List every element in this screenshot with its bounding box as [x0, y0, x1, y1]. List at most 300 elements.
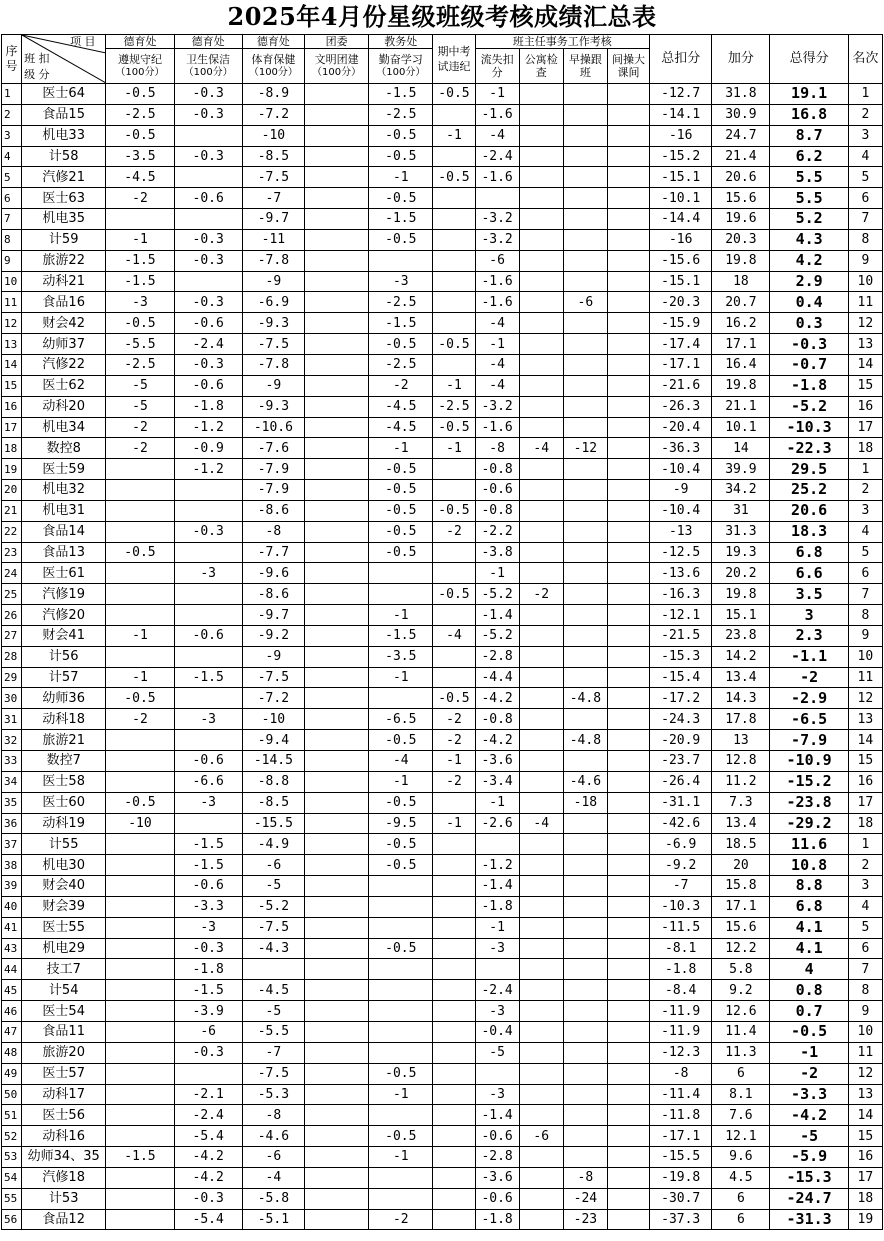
cell-t3: -18 — [563, 792, 607, 813]
cell-c4 — [304, 980, 368, 1001]
cell-rank: 2 — [848, 104, 882, 125]
cell-t2 — [519, 730, 563, 751]
cell-class: 汽修19 — [22, 584, 106, 605]
cell-rank: 2 — [848, 480, 882, 501]
table-row — [2, 229, 883, 250]
cell-c2 — [174, 605, 242, 626]
cell-t4 — [607, 521, 649, 542]
cell-deduct-total: -10.1 — [650, 188, 712, 209]
cell-total: 16.8 — [770, 104, 848, 125]
cell-deduct-total: -12.1 — [650, 605, 712, 626]
cell-c5 — [369, 250, 433, 271]
table-row — [2, 855, 883, 876]
cell-c4 — [304, 500, 368, 521]
cell-total: -0.5 — [770, 1021, 848, 1042]
table-row — [2, 584, 883, 605]
cell-c5 — [369, 959, 433, 980]
cell-c5: -2.5 — [369, 104, 433, 125]
cell-c5: -0.5 — [369, 334, 433, 355]
cell-t4 — [607, 209, 649, 230]
cell-midterm: -2.5 — [433, 396, 475, 417]
cell-c2: -3 — [174, 917, 242, 938]
cell-bonus: 20 — [712, 855, 770, 876]
cell-total: 4.1 — [770, 938, 848, 959]
cell-c1 — [106, 959, 174, 980]
cell-t3 — [563, 709, 607, 730]
cell-c2: -0.6 — [174, 313, 242, 334]
cell-t2 — [519, 855, 563, 876]
cell-total: -1.8 — [770, 375, 848, 396]
cell-t4 — [607, 917, 649, 938]
score-table — [1, 34, 883, 1230]
cell-t2 — [519, 667, 563, 688]
cell-bonus: 11.2 — [712, 771, 770, 792]
cell-bonus: 11.4 — [712, 1021, 770, 1042]
cell-bonus: 23.8 — [712, 625, 770, 646]
cell-t4 — [607, 1105, 649, 1126]
cell-seq: 51 — [2, 1105, 22, 1126]
cell-t4 — [607, 1167, 649, 1188]
table-row — [2, 813, 883, 834]
cell-c2: -0.3 — [174, 354, 242, 375]
cell-rank: 9 — [848, 250, 882, 271]
cell-midterm: -1 — [433, 125, 475, 146]
header-c2-sub: （100分） — [183, 67, 233, 78]
cell-t4 — [607, 792, 649, 813]
cell-c5: -0.5 — [369, 730, 433, 751]
cell-t4 — [607, 1084, 649, 1105]
cell-class: 数控8 — [22, 438, 106, 459]
header-c4 — [304, 49, 368, 84]
cell-c1 — [106, 834, 174, 855]
cell-bonus: 17.8 — [712, 709, 770, 730]
cell-rank: 3 — [848, 500, 882, 521]
cell-c2: -2.4 — [174, 1105, 242, 1126]
cell-c2: -2.4 — [174, 334, 242, 355]
cell-bonus: 20.7 — [712, 292, 770, 313]
cell-c2: -0.6 — [174, 876, 242, 897]
cell-c4 — [304, 334, 368, 355]
header-dept5: 教务处 — [369, 35, 433, 49]
cell-seq: 50 — [2, 1084, 22, 1105]
cell-c4 — [304, 1084, 368, 1105]
cell-c1 — [106, 771, 174, 792]
table-row — [2, 480, 883, 501]
cell-bonus: 19.8 — [712, 375, 770, 396]
cell-t4 — [607, 313, 649, 334]
cell-seq: 53 — [2, 1147, 22, 1168]
cell-class: 财会42 — [22, 313, 106, 334]
cell-rank: 7 — [848, 584, 882, 605]
cell-bonus: 16.4 — [712, 354, 770, 375]
cell-t4 — [607, 1063, 649, 1084]
cell-total: 4.2 — [770, 250, 848, 271]
cell-c4 — [304, 1042, 368, 1063]
cell-t3 — [563, 917, 607, 938]
cell-deduct-total: -16.3 — [650, 584, 712, 605]
cell-c4 — [304, 104, 368, 125]
cell-c4 — [304, 688, 368, 709]
cell-midterm — [433, 959, 475, 980]
cell-c5: -2.5 — [369, 354, 433, 375]
table-row — [2, 751, 883, 772]
table-row — [2, 167, 883, 188]
cell-midterm — [433, 1209, 475, 1230]
cell-t1: -1.8 — [475, 896, 519, 917]
cell-c4 — [304, 563, 368, 584]
cell-total: 29.5 — [770, 459, 848, 480]
header-c5 — [369, 49, 433, 84]
cell-midterm — [433, 1167, 475, 1188]
cell-class: 食品16 — [22, 292, 106, 313]
cell-c3: -9.7 — [242, 605, 304, 626]
cell-seq: 52 — [2, 1126, 22, 1147]
cell-deduct-total: -14.4 — [650, 209, 712, 230]
cell-t3 — [563, 167, 607, 188]
cell-rank: 17 — [848, 1167, 882, 1188]
cell-c3: -7 — [242, 188, 304, 209]
cell-bonus: 6 — [712, 1209, 770, 1230]
cell-rank: 4 — [848, 896, 882, 917]
cell-t1: -0.8 — [475, 709, 519, 730]
cell-deduct-total: -10.4 — [650, 459, 712, 480]
cell-deduct-total: -20.9 — [650, 730, 712, 751]
cell-c1 — [106, 855, 174, 876]
cell-t2 — [519, 188, 563, 209]
cell-c2 — [174, 688, 242, 709]
cell-rank: 1 — [848, 459, 882, 480]
cell-t1: -1.6 — [475, 292, 519, 313]
cell-class: 幼师37 — [22, 334, 106, 355]
cell-deduct-total: -17.2 — [650, 688, 712, 709]
cell-t3: -12 — [563, 438, 607, 459]
cell-deduct-total: -21.5 — [650, 625, 712, 646]
table-row — [2, 876, 883, 897]
cell-class: 计58 — [22, 146, 106, 167]
cell-c1 — [106, 459, 174, 480]
cell-t1: -1.6 — [475, 104, 519, 125]
header-teacher-group: 班主任事务工作考核 — [475, 35, 650, 49]
cell-t2: -6 — [519, 1126, 563, 1147]
table-row — [2, 938, 883, 959]
cell-midterm: -0.5 — [433, 84, 475, 105]
corner-score-label: 级 分 — [24, 68, 50, 81]
cell-seq: 33 — [2, 751, 22, 772]
cell-rank: 15 — [848, 375, 882, 396]
cell-midterm — [433, 292, 475, 313]
cell-rank: 17 — [848, 792, 882, 813]
cell-c2: -0.6 — [174, 625, 242, 646]
cell-midterm — [433, 354, 475, 375]
cell-t2 — [519, 167, 563, 188]
cell-class: 财会40 — [22, 876, 106, 897]
cell-c3: -9.7 — [242, 209, 304, 230]
cell-rank: 18 — [848, 1188, 882, 1209]
cell-c4 — [304, 84, 368, 105]
cell-class: 计59 — [22, 229, 106, 250]
cell-c2: -1.5 — [174, 667, 242, 688]
cell-c2: -0.3 — [174, 1188, 242, 1209]
cell-c3: -9 — [242, 375, 304, 396]
cell-deduct-total: -8 — [650, 1063, 712, 1084]
cell-c5: -1.5 — [369, 313, 433, 334]
cell-midterm: -0.5 — [433, 334, 475, 355]
cell-class: 汽修20 — [22, 605, 106, 626]
cell-bonus: 19.6 — [712, 209, 770, 230]
cell-c1: -2 — [106, 188, 174, 209]
cell-t4 — [607, 625, 649, 646]
table-row — [2, 1167, 883, 1188]
cell-bonus: 18.5 — [712, 834, 770, 855]
header-dept4: 团委 — [304, 35, 368, 49]
cell-c2: -6 — [174, 1021, 242, 1042]
cell-t4 — [607, 980, 649, 1001]
cell-bonus: 17.1 — [712, 334, 770, 355]
cell-total: 5.5 — [770, 167, 848, 188]
cell-seq: 12 — [2, 313, 22, 334]
cell-c4 — [304, 959, 368, 980]
cell-c1 — [106, 730, 174, 751]
cell-t3 — [563, 84, 607, 105]
cell-class: 动科19 — [22, 813, 106, 834]
cell-rank: 13 — [848, 1084, 882, 1105]
cell-midterm — [433, 876, 475, 897]
cell-c5: -0.5 — [369, 459, 433, 480]
table-row — [2, 396, 883, 417]
cell-t1: -1.2 — [475, 855, 519, 876]
header-c3-label: 体育保健 — [251, 53, 296, 66]
cell-bonus: 20.6 — [712, 167, 770, 188]
cell-c3 — [242, 959, 304, 980]
cell-class: 计53 — [22, 1188, 106, 1209]
cell-t1: -2.6 — [475, 813, 519, 834]
cell-seq: 41 — [2, 917, 22, 938]
cell-c5: -0.5 — [369, 938, 433, 959]
cell-seq: 56 — [2, 1209, 22, 1230]
cell-class: 食品12 — [22, 1209, 106, 1230]
cell-c3: -7.5 — [242, 334, 304, 355]
cell-bonus: 12.1 — [712, 1126, 770, 1147]
cell-total: 6.6 — [770, 563, 848, 584]
cell-t3 — [563, 104, 607, 125]
cell-bonus: 21.4 — [712, 146, 770, 167]
cell-t2 — [519, 1147, 563, 1168]
cell-class: 动科20 — [22, 396, 106, 417]
cell-bonus: 15.6 — [712, 188, 770, 209]
cell-c4 — [304, 1001, 368, 1022]
header-c3-sub: （100分） — [248, 67, 298, 78]
cell-bonus: 20.3 — [712, 229, 770, 250]
cell-c5 — [369, 1188, 433, 1209]
cell-c2 — [174, 646, 242, 667]
cell-t4 — [607, 104, 649, 125]
cell-midterm — [433, 229, 475, 250]
cell-rank: 1 — [848, 84, 882, 105]
table-row — [2, 500, 883, 521]
cell-midterm — [433, 917, 475, 938]
cell-bonus: 14 — [712, 438, 770, 459]
cell-c2: -1.5 — [174, 855, 242, 876]
cell-c1 — [106, 605, 174, 626]
cell-c4 — [304, 584, 368, 605]
cell-t3: -23 — [563, 1209, 607, 1230]
cell-c5: -0.5 — [369, 125, 433, 146]
cell-t1: -4 — [475, 375, 519, 396]
cell-total: 3 — [770, 605, 848, 626]
cell-c1 — [106, 896, 174, 917]
cell-seq: 18 — [2, 438, 22, 459]
header-c1-sub: （100分） — [115, 67, 165, 78]
cell-class: 机电33 — [22, 125, 106, 146]
cell-deduct-total: -16 — [650, 125, 712, 146]
cell-c1: -0.5 — [106, 688, 174, 709]
cell-class: 医士62 — [22, 375, 106, 396]
cell-c5 — [369, 688, 433, 709]
cell-c3: -7 — [242, 1042, 304, 1063]
header-c2 — [174, 49, 242, 84]
cell-c4 — [304, 313, 368, 334]
cell-class: 动科17 — [22, 1084, 106, 1105]
cell-c5: -1 — [369, 771, 433, 792]
cell-seq: 31 — [2, 709, 22, 730]
cell-c3: -5.1 — [242, 1209, 304, 1230]
cell-rank: 8 — [848, 605, 882, 626]
cell-t4 — [607, 271, 649, 292]
header-c4-sub: （100分） — [312, 67, 362, 78]
cell-t3: -4.8 — [563, 730, 607, 751]
cell-c1: -2 — [106, 438, 174, 459]
cell-c5: -0.5 — [369, 855, 433, 876]
cell-c4 — [304, 1147, 368, 1168]
cell-deduct-total: -21.6 — [650, 375, 712, 396]
cell-rank: 10 — [848, 646, 882, 667]
cell-midterm — [433, 1042, 475, 1063]
cell-t2 — [519, 1084, 563, 1105]
cell-rank: 2 — [848, 855, 882, 876]
cell-t2 — [519, 563, 563, 584]
cell-c1 — [106, 1084, 174, 1105]
cell-midterm: -1 — [433, 751, 475, 772]
cell-t3 — [563, 876, 607, 897]
cell-c4 — [304, 250, 368, 271]
cell-bonus: 9.2 — [712, 980, 770, 1001]
cell-seq: 13 — [2, 334, 22, 355]
cell-c4 — [304, 625, 368, 646]
cell-t2 — [519, 1209, 563, 1230]
cell-c3: -9.6 — [242, 563, 304, 584]
cell-t2 — [519, 334, 563, 355]
cell-deduct-total: -11.4 — [650, 1084, 712, 1105]
cell-rank: 15 — [848, 751, 882, 772]
table-row — [2, 250, 883, 271]
cell-t1: -0.8 — [475, 459, 519, 480]
cell-c1: -0.5 — [106, 792, 174, 813]
cell-c5 — [369, 584, 433, 605]
cell-total: -5.9 — [770, 1147, 848, 1168]
cell-class: 计55 — [22, 834, 106, 855]
cell-seq: 43 — [2, 938, 22, 959]
cell-t1: -1.6 — [475, 271, 519, 292]
cell-class: 汽修18 — [22, 1167, 106, 1188]
cell-seq: 39 — [2, 876, 22, 897]
cell-t4 — [607, 1001, 649, 1022]
cell-t4 — [607, 292, 649, 313]
cell-c1: -0.5 — [106, 313, 174, 334]
cell-t2 — [519, 480, 563, 501]
cell-seq: 37 — [2, 834, 22, 855]
cell-t2 — [519, 354, 563, 375]
cell-bonus: 16.2 — [712, 313, 770, 334]
cell-seq: 2 — [2, 104, 22, 125]
cell-c3: -4.9 — [242, 834, 304, 855]
cell-t1: -4.2 — [475, 688, 519, 709]
cell-total: 4.1 — [770, 917, 848, 938]
table-row — [2, 104, 883, 125]
cell-total: 4 — [770, 959, 848, 980]
cell-seq: 20 — [2, 480, 22, 501]
cell-t2 — [519, 292, 563, 313]
cell-midterm: -2 — [433, 709, 475, 730]
cell-t1: -3.6 — [475, 1167, 519, 1188]
cell-class: 医士60 — [22, 792, 106, 813]
cell-c5: -2 — [369, 375, 433, 396]
cell-c2 — [174, 167, 242, 188]
cell-c1 — [106, 876, 174, 897]
cell-total: 6.8 — [770, 542, 848, 563]
cell-deduct-total: -23.7 — [650, 751, 712, 772]
cell-class: 计57 — [22, 667, 106, 688]
header-c1 — [106, 49, 174, 84]
cell-c4 — [304, 1209, 368, 1230]
cell-bonus: 6 — [712, 1188, 770, 1209]
cell-total: -2 — [770, 667, 848, 688]
cell-rank: 18 — [848, 813, 882, 834]
cell-bonus: 21.1 — [712, 396, 770, 417]
cell-c3: -7.5 — [242, 667, 304, 688]
cell-c1 — [106, 1042, 174, 1063]
cell-t4 — [607, 896, 649, 917]
cell-rank: 16 — [848, 396, 882, 417]
table-row — [2, 209, 883, 230]
cell-class: 数控7 — [22, 751, 106, 772]
cell-c1 — [106, 1126, 174, 1147]
cell-c3: -11 — [242, 229, 304, 250]
cell-t1: -4 — [475, 354, 519, 375]
cell-c5: -0.5 — [369, 1063, 433, 1084]
cell-c4 — [304, 605, 368, 626]
cell-total: -3.3 — [770, 1084, 848, 1105]
cell-t1: -2.8 — [475, 1147, 519, 1168]
cell-seq: 1 — [2, 84, 22, 105]
cell-bonus: 13.4 — [712, 667, 770, 688]
cell-t3 — [563, 542, 607, 563]
cell-c1: -2 — [106, 417, 174, 438]
cell-class: 医士56 — [22, 1105, 106, 1126]
cell-c2: -3.9 — [174, 1001, 242, 1022]
cell-rank: 5 — [848, 917, 882, 938]
cell-t4 — [607, 667, 649, 688]
cell-total: -23.8 — [770, 792, 848, 813]
cell-seq: 54 — [2, 1167, 22, 1188]
cell-c5: -9.5 — [369, 813, 433, 834]
table-row — [2, 146, 883, 167]
cell-t3 — [563, 605, 607, 626]
cell-c1: -5 — [106, 396, 174, 417]
cell-c3: -5.3 — [242, 1084, 304, 1105]
cell-t4 — [607, 459, 649, 480]
cell-rank: 17 — [848, 417, 882, 438]
cell-class: 食品15 — [22, 104, 106, 125]
